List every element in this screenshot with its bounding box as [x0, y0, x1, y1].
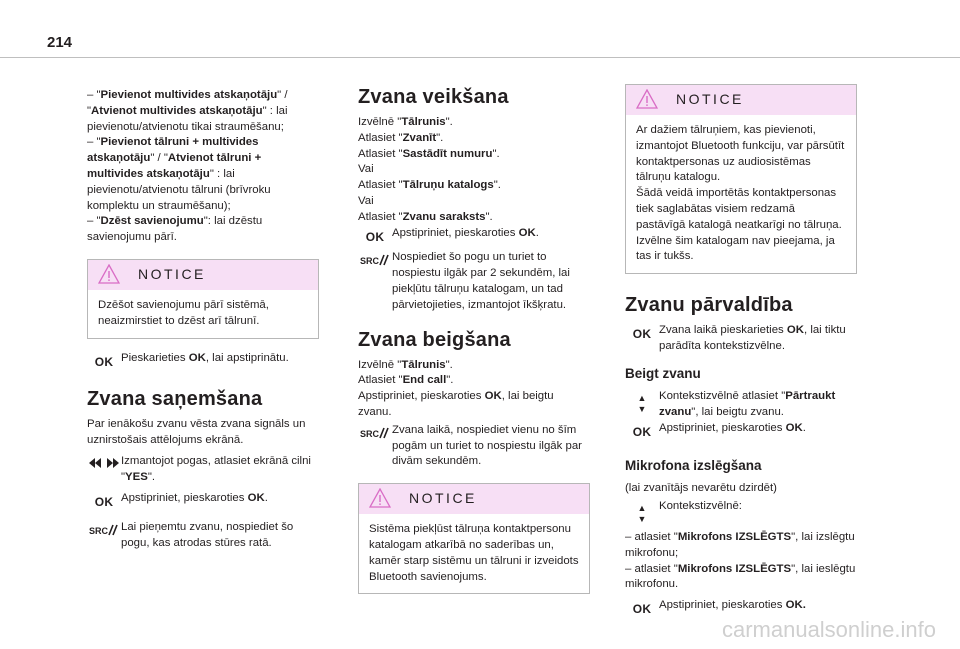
column-1	[87, 88, 319, 557]
notice-text: Sistēma piekļūst tālruņa kontaktpersonu katalogam atkarībā no saderības un, kamēr starp sistēmu un tālruni ir izveidots Bluetooth savienojums.	[369, 523, 579, 583]
up-down-arrows-icon: ▲ ▼	[637, 392, 647, 414]
ok-button-icon: OK	[94, 494, 114, 509]
mute-mic-intro: (lai zvanītājs nevarētu dzirdēt)	[625, 482, 777, 495]
select-yes-row: Izmantojot pogas, atlasiet ekrānā cilni "YES".	[87, 454, 319, 486]
confirm-ok-row: OK Apstipriniet, pieskaroties OK.	[94, 491, 268, 509]
warning-triangle-icon	[98, 264, 120, 284]
notice-box	[625, 84, 857, 274]
header-divider	[0, 57, 960, 58]
ok-button-icon: OK	[94, 354, 114, 369]
notice-label: NOTICE	[409, 490, 477, 507]
receive-call-intro: Par ienākošu zvanu vēsta zvana signāls un uznirstošais attēlojums ekrānā.	[87, 418, 306, 447]
notice-box	[87, 259, 319, 339]
up-down-arrows-icon: ▲ ▼	[637, 502, 647, 524]
section-title-receive-call: Zvana saņemšana	[87, 388, 263, 411]
notice-label: NOTICE	[138, 265, 206, 282]
step-line: Atlasiet "Tālruņu katalogs".	[358, 179, 501, 192]
steering-button-row: SRC Nospiediet šo pogu un turiet to nospiestu ilgāk par 2 sekundēm, lai piekļūtu tālruņu katalogam, un tad pārvietojieties, izmantojot īkšķratu.	[360, 251, 570, 311]
watermark: carmanualsonline.info	[721, 617, 936, 642]
select-end-call-row: ▲ ▼ Kontekstizvēlnē atlasiet "Pārtraukt zvanu", lai beigtu zvanu.	[637, 389, 836, 418]
subsection-title-end-call: Beigt zvanu	[625, 365, 701, 381]
subsection-title-mute-mic: Mikrofona izslēgšana	[625, 458, 762, 474]
column-2	[358, 88, 590, 594]
warning-triangle-icon	[369, 488, 391, 508]
svg-text:SRC: SRC	[360, 256, 380, 267]
dash-item-media-player: – "Pievienot multivides atskaņotāju" / "Atvienot multivides atskaņotāju" : lai pievienotu/atvienotu tikai straumēšanu;	[87, 89, 288, 133]
section-title-end-call: Zvana beigšana	[358, 328, 511, 351]
dash-item-mic-on: – atlasiet "Mikrofons IZSLĒGTS", lai ieslēgtu mikrofonu.	[625, 562, 856, 591]
notice-header	[88, 260, 318, 290]
dash-item-phone-media: – "Pievienot tālruni + multivides atskaņotāju" / "Atvienot tālruni + multivides atskaņotāju" : lai pievienotu/atvienotu tālruni (brīvroku komplektu un straumēšanu);	[87, 136, 271, 212]
section-title-make-call: Zvana veikšana	[358, 86, 509, 108]
warning-triangle-icon	[636, 89, 658, 109]
column-3	[625, 88, 857, 623]
dash-item-mic-off: – atlasiet "Mikrofons IZSLĒGTS", lai izslēgtu mikrofonu;	[625, 530, 855, 559]
confirm-ok-row: OK Pieskarieties OK, lai apstiprinātu.	[94, 351, 289, 369]
dash-item-delete-connection: – "Dzēst savienojumu": lai dzēstu savienojumu pārī.	[87, 215, 263, 244]
notice-header	[359, 484, 589, 514]
notice-label: NOTICE	[676, 91, 744, 107]
step-line: Apstipriniet, pieskaroties OK, lai beigtu zvanu.	[358, 390, 554, 418]
context-menu-row: ▲ ▼ Kontekstizvēlnē:	[637, 499, 742, 524]
steering-button-row: SRC Lai pieņemtu zvanu, nospiediet šo pogu, kas atrodas stūres ratā.	[89, 521, 294, 550]
src-phone-steering-icon	[89, 524, 119, 536]
svg-text:SRC: SRC	[360, 428, 380, 439]
step-line: Izvēlnē "Tālrunis".	[358, 358, 453, 371]
ok-button-icon: OK	[632, 327, 652, 342]
step-line: Vai	[358, 163, 374, 176]
ok-button-icon: OK	[632, 425, 652, 440]
svg-text:SRC: SRC	[89, 526, 109, 537]
step-line: Vai	[358, 194, 374, 207]
confirm-ok-row: OK Zvana laikā pieskarieties OK, lai tiktu parādīta kontekstizvēlne.	[632, 324, 846, 352]
step-line: Atlasiet "Sastādīt numuru".	[358, 147, 500, 160]
steering-button-row: SRC Zvana laikā, nospiediet vienu no šīm pogām un turiet to nospiestu ilgāk par divām sekundēm.	[360, 423, 582, 468]
ok-button-icon: OK	[632, 602, 652, 617]
step-line: Atlasiet "Zvanu saraksts".	[358, 210, 493, 223]
left-right-arrows-icon	[89, 458, 119, 468]
ok-button-icon: OK	[365, 229, 385, 244]
step-line: Izvēlnē "Tālrunis".	[358, 116, 453, 128]
confirm-ok-row: OK Apstipriniet, pieskaroties OK.	[632, 599, 806, 617]
step-line: Atlasiet "Zvanīt".	[358, 131, 444, 144]
notice-box	[358, 483, 590, 594]
src-phone-steering-icon	[360, 254, 390, 266]
confirm-ok-row: OK Apstipriniet, pieskaroties OK.	[365, 226, 539, 244]
notice-text: Ar dažiem tālruņiem, kas pievienoti, izmantojot Bluetooth funkciju, var pārsūtīt kontaktpersonas uz audiosistēmas tālruņu katalogu. Šādā veidā importētās kontaktpersonas tiek saglabātas visiem redzamā pastāvīgā katalogā neatkarīgi no tālruņa. Izvēlne šim katalogam nav pieejama, ja tas ir tukšs.	[636, 124, 845, 263]
section-title-call-management: Zvanu pārvaldība	[625, 294, 793, 317]
page-number: 214	[47, 34, 73, 51]
notice-header	[626, 85, 856, 115]
confirm-ok-row: OK Apstipriniet, pieskaroties OK.	[632, 422, 806, 440]
notice-text: Dzēšot savienojumu pārī sistēmā, neaizmirstiet to dzēst arī tālrunī.	[98, 298, 269, 327]
step-line: Atlasiet "End call".	[358, 374, 454, 387]
src-phone-steering-icon	[360, 427, 390, 439]
